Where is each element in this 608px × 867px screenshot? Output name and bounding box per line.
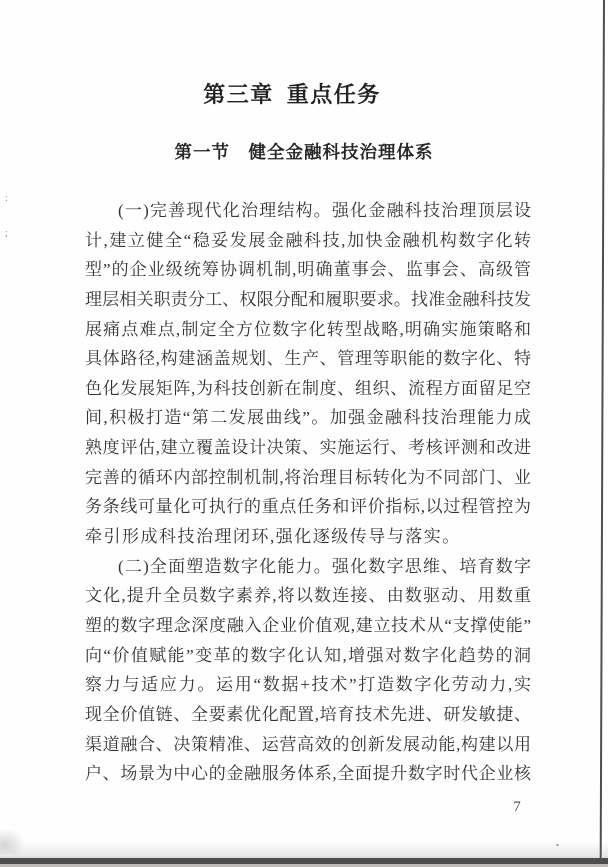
body-line: 具体路径,构建涵盖规划、生产、管理等职能的数字化、特 <box>85 349 531 369</box>
body-line: 塑的数字理念深度融入企业价值观,建立技术从“支撑使能” <box>85 615 531 635</box>
chapter-title: 第三章 重点任务 <box>203 82 381 107</box>
scan-artifact-mark: ; <box>5 228 8 239</box>
body-line: 向“价值赋能”变革的数字化认知,增强对数字化趋势的洞 <box>85 645 531 665</box>
body-line: (一)完善现代化治理结构。强化金融科技治理顶层设 <box>118 201 531 220</box>
body-line: 理层相关职责分工、权限分配和履职要求。找准金融科技发 <box>85 289 531 309</box>
body-line: 间,积极打造“第二发展曲线”。加强金融科技治理能力成 <box>85 408 531 428</box>
scan-bottom-edge <box>0 864 608 867</box>
body-line: 察力与适应力。运用“数据+技术”打造数字化劳动力,实 <box>85 675 531 695</box>
paragraph-2 <box>85 552 531 789</box>
body-line: 渠道融合、决策精准、运营高效的创新发展动能,构建以用 <box>85 734 531 754</box>
scan-speck <box>556 844 559 846</box>
body-line: 文化,提升全员数字素养,将以数连接、由数驱动、用数重 <box>85 586 531 606</box>
body-line: 计,建立健全“稳妥发展金融科技,加快金融机构数字化转 <box>85 230 531 250</box>
body-line: 完善的循环内部控制机制,将治理目标转化为不同部门、业 <box>85 467 531 487</box>
body-line: 牵引形成科技治理闭环,强化逐级传导与落实。 <box>85 527 461 547</box>
page-number: 7 <box>513 799 521 815</box>
scan-bottom-shadow <box>0 842 608 858</box>
body-line: (二)全面塑造数字化能力。强化数字思维、培育数字 <box>118 556 531 576</box>
scan-corner-smudge <box>0 828 26 854</box>
body-line: 务条线可量化可执行的重点任务和评价指标,以过程管控为 <box>85 497 531 517</box>
body-text <box>85 196 531 789</box>
scan-edge-line <box>600 0 606 867</box>
section-title: 第一节 健全金融科技治理体系 <box>174 142 434 162</box>
body-line: 户、场景为中心的金融服务体系,全面提升数字时代企业核 <box>85 764 531 784</box>
body-line: 色化发展矩阵,为科技创新在制度、组织、流程方面留足空 <box>85 378 531 398</box>
scan-artifact-mark: : <box>5 193 8 204</box>
paragraph-1 <box>85 196 531 552</box>
body-line: 展痛点难点,制定全方位数字化转型战略,明确实施策略和 <box>85 319 531 339</box>
body-line: 熟度评估,建立覆盖设计决策、实施运行、考核评测和改进 <box>85 438 531 458</box>
body-line: 型”的企业级统筹协调机制,明确董事会、监事会、高级管 <box>85 260 531 280</box>
body-line: 现全价值链、全要素优化配置,培育技术先进、研发敏捷、 <box>85 704 531 724</box>
